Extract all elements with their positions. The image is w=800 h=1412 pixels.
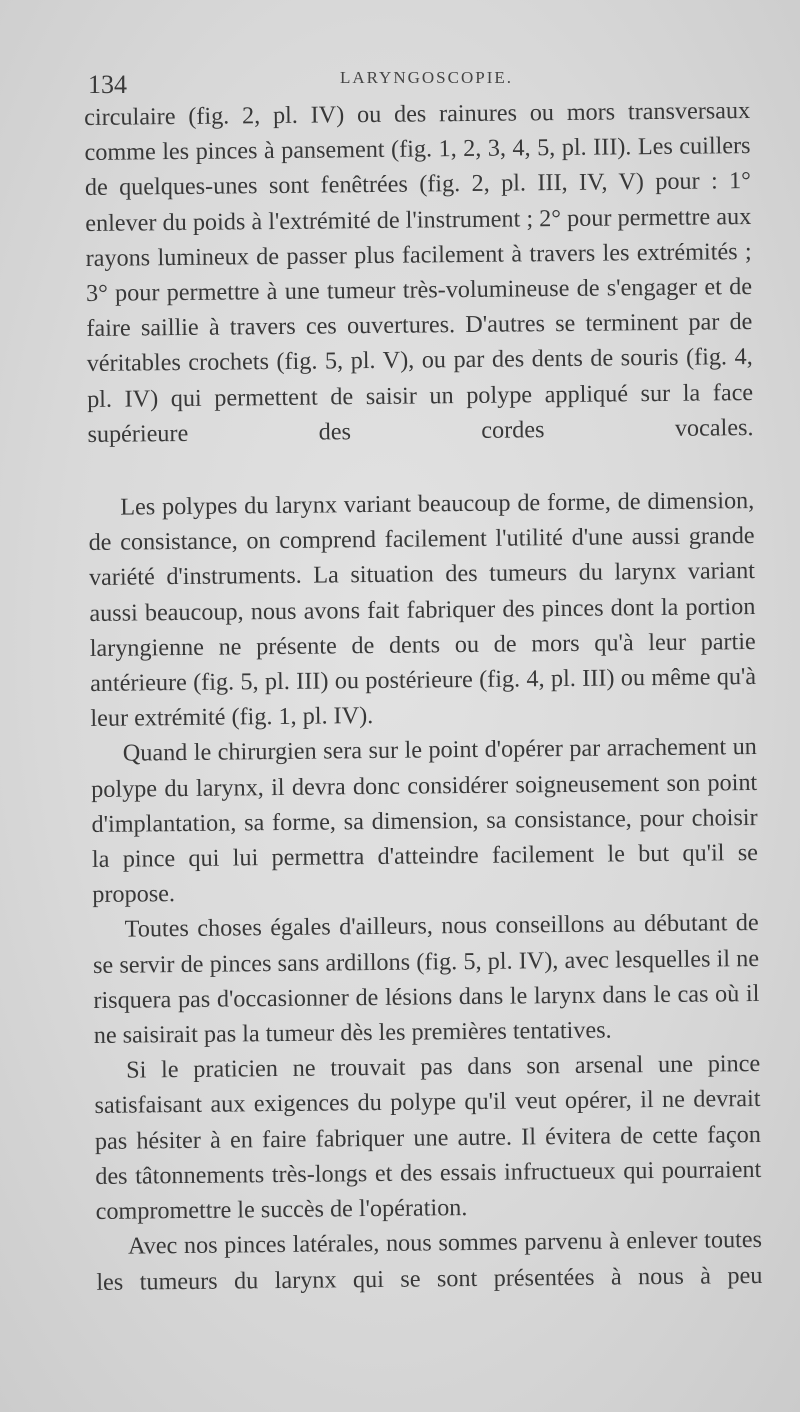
running-head: LARYNGOSCOPIE. (340, 68, 513, 87)
paragraph-polypes: Les polypes du larynx variant beaucoup de forme, de dimension, de consistance, on comprend facilement l'utilité d'une aussi grande variété d'instruments. La situation des tumeurs du larynx variant aussi beaucoup, nous avons fait fabriquer des pinces dont la portion laryngienne ne présente de dents ou de mors qu'à leur partie antérieure (fig. 5, pl. III) ou postérieure (fig. 4, pl. III) ou même qu'à leur extrémité (fig. 1, pl. IV). (88, 487, 757, 733)
paragraph-chirurgien: Quand le chirurgien sera sur le point d'opérer par arrachement un polype du larynx, il devra donc considérer soigneusement son point d'implantation, sa forme, sa dimension, sa consistance, pour choisir la pince qui lui permettra d'atteindre facilement le but qu'il se propose. (91, 733, 759, 909)
page-number: 134 (88, 70, 127, 99)
paragraph-praticien: Si le praticien ne trouvait pas dans son arsenal une pince satisfaisant aux exigences du polype qu'il veut opérer, il ne devrait pas hésiter à en faire fabriquer une autre. Il évitera de cette façon des tâtonnements très-longs et des essais infructueux qui pourraient compromettre le succès de l'opération. (94, 1050, 762, 1226)
paragraph-pinces-laterales: Avec nos pinces latérales, nous sommes parvenu à enlever toutes les tumeurs du larynx qui se sont présentées à nous à peu (96, 1226, 763, 1296)
paragraph-debutant: Toutes choses égales d'ailleurs, nous conseillons au débutant de se servir de pinces sans ardillons (fig. 5, pl. IV), avec lesquelles il ne risquera pas d'occasionner de lésions dans le larynx dans le cas où il ne saisirait pas la tumeur dès les premières tentatives. (92, 909, 760, 1050)
page-header (88, 66, 748, 99)
body-text (84, 93, 763, 1300)
paragraph-continuation: circulaire (fig. 2, pl. IV) ou des rainures ou mors transversaux comme les pinces à pansement (fig. 1, 2, 3, 4, 5, pl. III). Les cuillers de quelques-unes sont fenêtrées (fig. 2, pl. III, IV, V) pour : 1° enlever du poids à l'extrémité de l'instrument ; 2° pour permettre aux rayons lumineux de passer plus facilement à travers les extrémités ; 3° pour permettre à une tumeur très-volumineuse de s'engager et de faire saillie à travers ces ouvertures. D'autres se terminent par de véritables crochets (fig. 5, pl. V), ou par des dents de souris (fig. 4, pl. IV) qui permettent de saisir un polype appliqué sur la face supérieure des cordes vocales. (84, 97, 754, 448)
